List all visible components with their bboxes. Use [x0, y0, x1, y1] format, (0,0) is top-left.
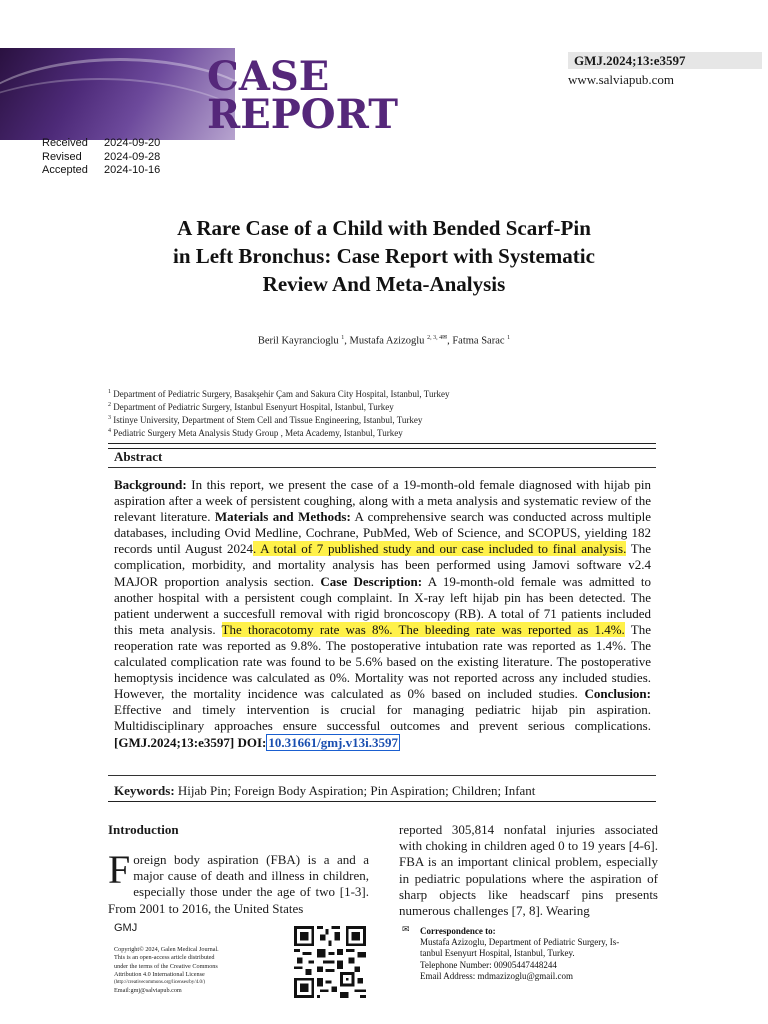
abstract-heading: Abstract [114, 449, 163, 464]
intro-left-column [108, 847, 369, 917]
author-sup: 1 [341, 335, 345, 341]
author-sup: 1 [507, 335, 511, 341]
affiliation-item: $^1$ Department of Pediatric Surgery, Basakşehir Çam and Sakura City Hospital, Istanbul, Turkey [108, 389, 450, 399]
case-report-logo [207, 53, 398, 138]
keywords-bottom-rule [108, 801, 656, 802]
qr-code-icon [294, 926, 366, 998]
correspondence-email[interactable]: Email Address: mdmazizoglu@gmail.com [420, 970, 574, 981]
journal-code: GMJ.2024;13:e3597 [568, 52, 762, 69]
intro-right-column: reported 305,814 nonfatal injuries associated with choking in children aged 0 to 19 years [4-6]. FBA is an important clinical problem, especially in pediatric populations where the aspiration of sharp objects like headscarf pins presents numerous challenges [7, 8]. Wearing [399, 822, 658, 919]
header-banner [0, 48, 235, 140]
copyright-line: Attribution 4.0 International License [114, 970, 205, 978]
case-word: CASE [207, 53, 330, 100]
received-label: Received [42, 137, 88, 149]
copyright-line: This is an open-access article distributed [114, 954, 215, 962]
dropcap: F [108, 847, 131, 892]
case-description-text-2: The reoperation rate was reported as 9.8%. The postoperative intubation rate was reported as 1.4%. The calculated complication rate was found to be 5.6% based on the existing literature. The postoperative hemoptysis incidence was calculated as 0%. Mortality was not reported across any included studies. However, the mortality incidence was calculated as 0% based on included studies. [114, 621, 651, 702]
envelope-icon: ✉ [402, 924, 410, 934]
author-sup: 2, 3, 4✉ [427, 335, 448, 341]
title-line: Review And Meta-Analysis [262, 272, 506, 296]
methods-text: A comprehensive search was conducted across multiple databases, including Ovid Medline, Cochrane, PubMed, Web of Science, and SCOPUS, yielding 182 records until August 2024 [114, 509, 651, 557]
website-link[interactable]: www.salviapub.com [568, 72, 675, 87]
copyright-line: under the terms of the Creative Commons [114, 962, 218, 970]
citation: [GMJ.2024;13:e3597] [114, 734, 235, 750]
author-name: Mustafa Azizoglu [349, 335, 425, 347]
journal-email[interactable]: Email:gmj@salviapub.com [114, 987, 182, 995]
copyright-line: Copyright© 2024, Galen Medical Journal. [114, 946, 219, 953]
doi-label: DOI: [237, 734, 267, 750]
correspondence-phone: Telephone Number: 00905447448244 [420, 959, 557, 970]
correspondence-line: Mustafa Azizoglu, Department of Pediatric Surgery, Is- [420, 937, 620, 948]
affiliation-item: $^4$ Pediatric Surgery Meta Analysis Study Group , Meta Academy, Istanbul, Turkey [108, 428, 403, 438]
authors-line: Beril Kayrancioglu $^1$, Mustafa Azizoglu $^{2, 3, 4✉}$, Fatma Sarac $^1$ [257, 335, 511, 347]
keywords-line [114, 783, 651, 799]
abstract-top-rule [108, 443, 656, 449]
report-word: REPORT [207, 91, 398, 138]
correspondence-line: tanbul Esenyurt Hospital, Istanbul, Turkey. [420, 948, 575, 959]
methods-text-2: The complication, morbidity, and mortality analysis has been performed using Jamovi software v2.4 MAJOR proportion analysis section. [114, 541, 651, 589]
affiliations [108, 387, 449, 439]
article-title [84, 214, 684, 298]
correspondence-block [420, 926, 660, 982]
title-line: A Rare Case of a Child with Bended Scarf-Pin [177, 216, 591, 240]
copyright-notice [114, 946, 264, 996]
conclusion-text: Effective and timely intervention is crucial for managing pediatric hijab pin aspiration. Multidisciplinary approaches ensure successful outcomes and prevent serious complications. [114, 702, 651, 734]
abstract-heading-rule [108, 467, 656, 468]
keywords-top-rule [108, 775, 656, 776]
received-value: 2024-09-20 [104, 137, 161, 149]
author-name: Fatma Sarac [452, 335, 505, 347]
case-description-text: A 19-month-old female was admitted to another hospital with a persistent cough complaint. In X-ray left hijab pin has been detected. The patient underwent a succesfull removal with rigid broncoscopy (RB). A total of 71 patients included this meta analysis. [114, 573, 651, 637]
case-description-label: Case Description: [320, 573, 423, 589]
revised-label: Revised [42, 150, 82, 163]
doi-link[interactable]: 10.31661/gmj.v13i.3597 [268, 734, 398, 750]
author-name: Beril Kayrancioglu [257, 335, 339, 347]
abstract-body [114, 477, 651, 751]
dates-block [42, 137, 160, 178]
methods-highlight: . A total of 7 published study and our case included to final analysis. [252, 541, 627, 557]
introduction-heading: Introduction [108, 822, 179, 837]
affiliation-item: $^3$ Istinye University, Department of Stem Cell and Tissue Engineering, Istanbul, Turkey [108, 415, 423, 425]
background-label: Background: [114, 477, 187, 492]
background-text: In this report, we present the case of a 19-month-old female diagnosed with hijab pin aspiration after a week of persistent coughing, along with a meta analysis and systematic review of the relevant literature. [114, 477, 651, 525]
accepted-label: Accepted [42, 164, 88, 176]
correspondence-heading: Correspondence to: [420, 926, 496, 936]
methods-label: Materials and Methods: [214, 509, 351, 525]
keywords-text: Hijab Pin; Foreign Body Aspiration; Pin Aspiration; Children; Infant [174, 783, 536, 798]
accepted-value: 2024-10-16 [104, 164, 161, 176]
revised-value: 2024-09-28 [104, 150, 161, 163]
keywords-label: Keywords: [114, 783, 175, 798]
conclusion-label: Conclusion: [584, 686, 651, 702]
case-description-highlight: The thoracotomy rate was 8%. The bleeding rate was reported as 1.4%. [221, 621, 625, 637]
title-line: in Left Bronchus: Case Report with Systematic [173, 244, 595, 268]
footer-gmj: GMJ [114, 922, 138, 934]
affiliation-item: $^2$ Department of Pediatric Surgery, Istanbul Esenyurt Hospital, Istanbul, Turkey [108, 402, 394, 412]
intro-left-text: oreign body aspiration (FBA) is a and a major cause of death and illness in children, especially those under the age of two [1-3]. From 2001 to 2016, the United States [108, 852, 369, 916]
license-link[interactable]: (http://creativecommons.org/licenses/by/4.0/) [114, 980, 205, 986]
